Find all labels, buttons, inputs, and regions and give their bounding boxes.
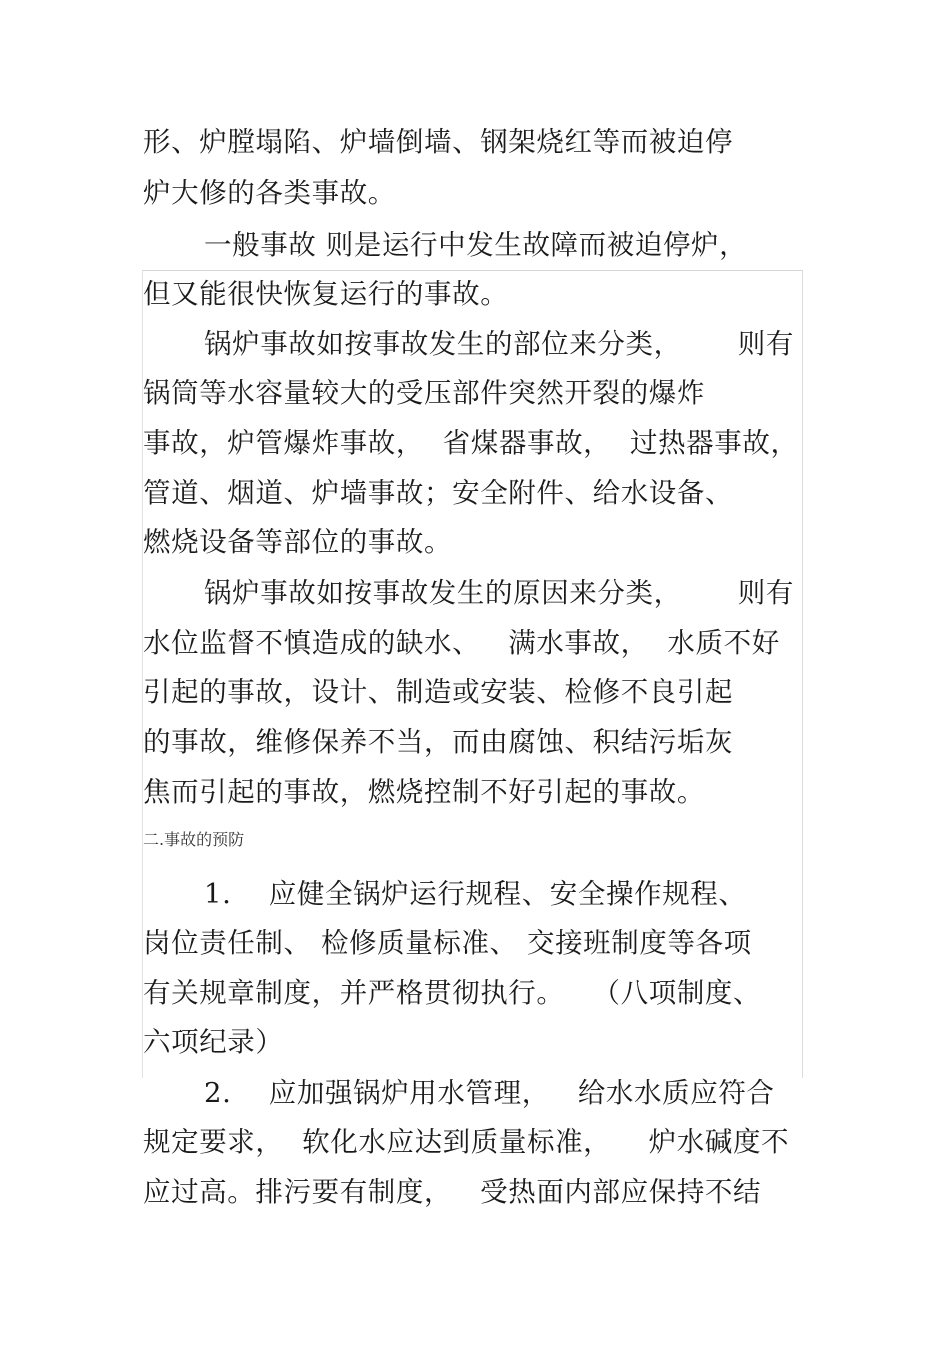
paragraph-line: 水位监督不慎造成的缺水、 满水事故， 水质不好 [143, 627, 780, 659]
paragraph-line: 但又能很快恢复运行的事故。 [143, 278, 509, 310]
paragraph-line: 引起的事故，设计、制造或安装、检修不良引起 [143, 676, 734, 708]
paragraph-line: 锅炉事故如按事故发生的原因来分类， 则有 [204, 577, 794, 609]
paragraph-line: 1. 应健全锅炉运行规程、安全操作规程、 [204, 878, 747, 910]
paragraph-line: 规定要求， 软化水应达到质量标准， 炉水碱度不 [143, 1126, 790, 1158]
paragraph-line: 2. 应加强锅炉用水管理， 给水水质应符合 [204, 1077, 775, 1109]
paragraph-line: 锅筒等水容量较大的受压部件突然开裂的爆炸 [143, 377, 705, 409]
paragraph-line: 炉大修的各类事故。 [143, 177, 396, 209]
paragraph-line: 的事故，维修保养不当，而由腐蚀、积结污垢灰 [143, 726, 734, 758]
paragraph-line: 燃烧设备等部位的事故。 [143, 526, 453, 558]
paragraph-line: 岗位责任制、 检修质量标准、 交接班制度等各项 [143, 927, 752, 959]
paragraph-line: 锅炉事故如按事故发生的部位来分类， 则有 [204, 328, 794, 360]
paragraph-line: 管道、烟道、炉墙事故；安全附件、给水设备、 [143, 477, 734, 509]
paragraph-line: 形、炉膛塌陷、炉墙倒墙、钢架烧红等而被迫停 [143, 126, 734, 158]
paragraph-line: 焦而引起的事故，燃烧控制不好引起的事故。 [143, 776, 705, 808]
section-heading: 二.事故的预防 [143, 830, 245, 849]
paragraph-line: 应过高。排污要有制度， 受热面内部应保持不结 [143, 1176, 762, 1208]
paragraph-line: 有关规章制度，并严格贯彻执行。 （八项制度、 [143, 977, 762, 1009]
paragraph-line: 事故，炉管爆炸事故， 省煤器事故， 过热器事故， [143, 427, 799, 459]
paragraph-line: 六项纪录） [143, 1026, 284, 1058]
paragraph-line: 一般事故 则是运行中发生故障而被迫停炉， [204, 229, 748, 261]
